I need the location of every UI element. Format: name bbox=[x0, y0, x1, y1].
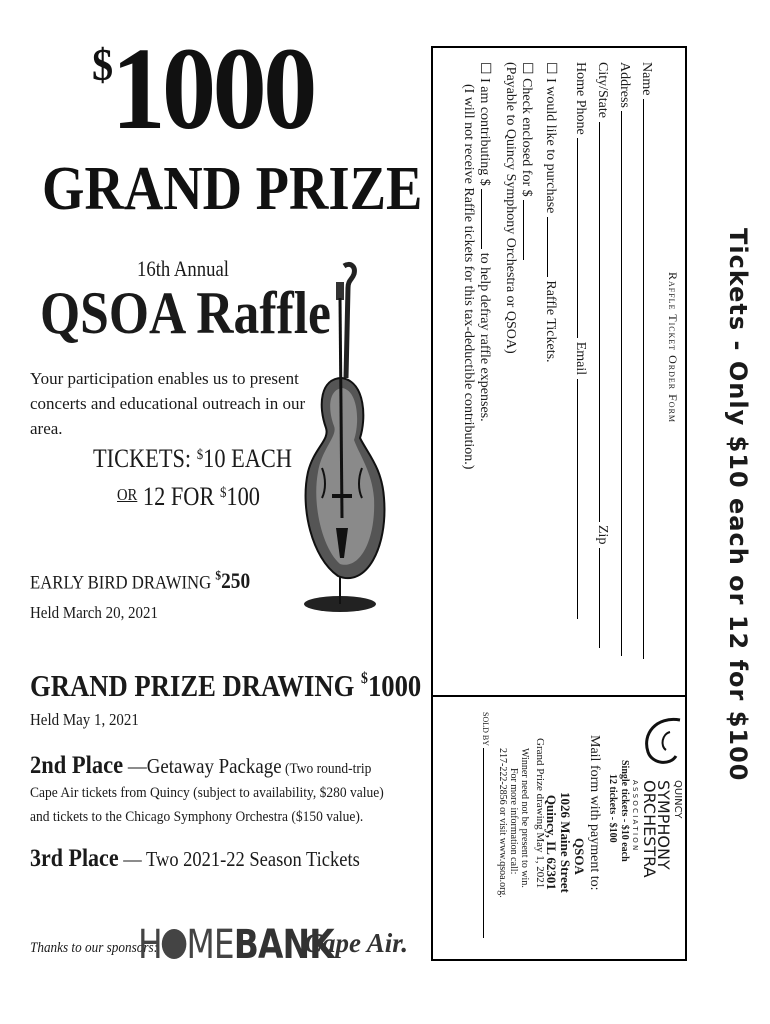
mail-to: Mail form with payment to: bbox=[587, 735, 602, 891]
ticket-price-dozen: $^{OR}$ 12 FOR $100 bbox=[117, 482, 260, 511]
annual-label: 16th Annual bbox=[137, 256, 229, 281]
address-field[interactable]: Address bbox=[616, 62, 634, 656]
raffle-title: QSOA Raffle bbox=[40, 280, 331, 346]
homebank-o-icon bbox=[162, 929, 187, 959]
qsoa-logo-icon bbox=[636, 712, 686, 772]
homebank-logo: H MEBANK bbox=[138, 922, 334, 968]
phone-email-field[interactable]: Home Phone Email bbox=[572, 62, 590, 619]
qsoa-logo-text: QUINCY SYMPHONY ORCHESTRA A S S O C I A T I O N bbox=[631, 780, 683, 878]
grand-prize-heading: GRAND PRIZE bbox=[42, 155, 423, 223]
ticket-price-single: TICKETS: $10 EACH bbox=[93, 444, 292, 473]
third-place: 3rd Place — Two 2021-22 Season Tickets bbox=[30, 845, 360, 872]
early-bird-drawing: EARLY BIRD DRAWING $250 bbox=[30, 568, 251, 594]
grand-prize-drawing: GRAND PRIZE DRAWING $1000 bbox=[30, 668, 422, 703]
participation-text: Your participation enables us to present concerts and educational outreach in our area. bbox=[30, 369, 306, 438]
contact-info: Winner need not be present to win. For more information call: 217-222-2856 or visit www.qsoa.org. bbox=[497, 748, 530, 898]
sponsors-label: Thanks to our sponsors: bbox=[30, 940, 158, 956]
grand-prize-date: Held May 1, 2021 bbox=[30, 710, 139, 729]
sold-by-field[interactable]: SOLD BY bbox=[481, 712, 492, 938]
check-field[interactable]: ☐ Check enclosed for $ bbox=[518, 62, 536, 260]
purchase-field[interactable]: ☐ I would like to purchase Raffle Tickets. bbox=[543, 62, 558, 363]
order-form-heading: Raffle Ticket Order Form bbox=[666, 272, 680, 424]
contribute-field[interactable]: ☐ I am contributing $ to help defray raffle expenses. bbox=[477, 62, 492, 422]
early-bird-date: Held March 20, 2021 bbox=[30, 603, 158, 622]
cello-icon bbox=[292, 258, 392, 618]
ticket-banner: Tickets - Only $10 each or 12 for $100 bbox=[724, 228, 752, 782]
mail-address: QSOA 1026 Maine Street Quincy, IL 62301 bbox=[544, 792, 587, 893]
order-form-divider bbox=[431, 695, 687, 697]
cape-air-logo: Cape Air. bbox=[304, 928, 409, 958]
prize-amount: $1000 bbox=[92, 23, 314, 154]
ticket-prices: Single tickets - $10 each 12 tickets - $100 bbox=[607, 760, 630, 862]
city-state-field[interactable]: City/State Zip bbox=[594, 62, 612, 648]
drawing-date: Grand Prize drawing May 1, 2021 bbox=[534, 738, 546, 889]
payable-note: (Payable to Quincy Symphony Orchestra or QSOA) bbox=[503, 62, 518, 354]
contribute-note: (I will not receive Raffle tickets for this tax-deductible contribution.) bbox=[461, 84, 476, 470]
name-field[interactable]: Name bbox=[638, 62, 656, 659]
second-place: 2nd Place —Getaway Package (Two round-trip Cape Air tickets from Quincy (subject to availability, $280 value) and tickets to the Chicago Symphony Orchestra ($150 value). bbox=[30, 752, 384, 825]
